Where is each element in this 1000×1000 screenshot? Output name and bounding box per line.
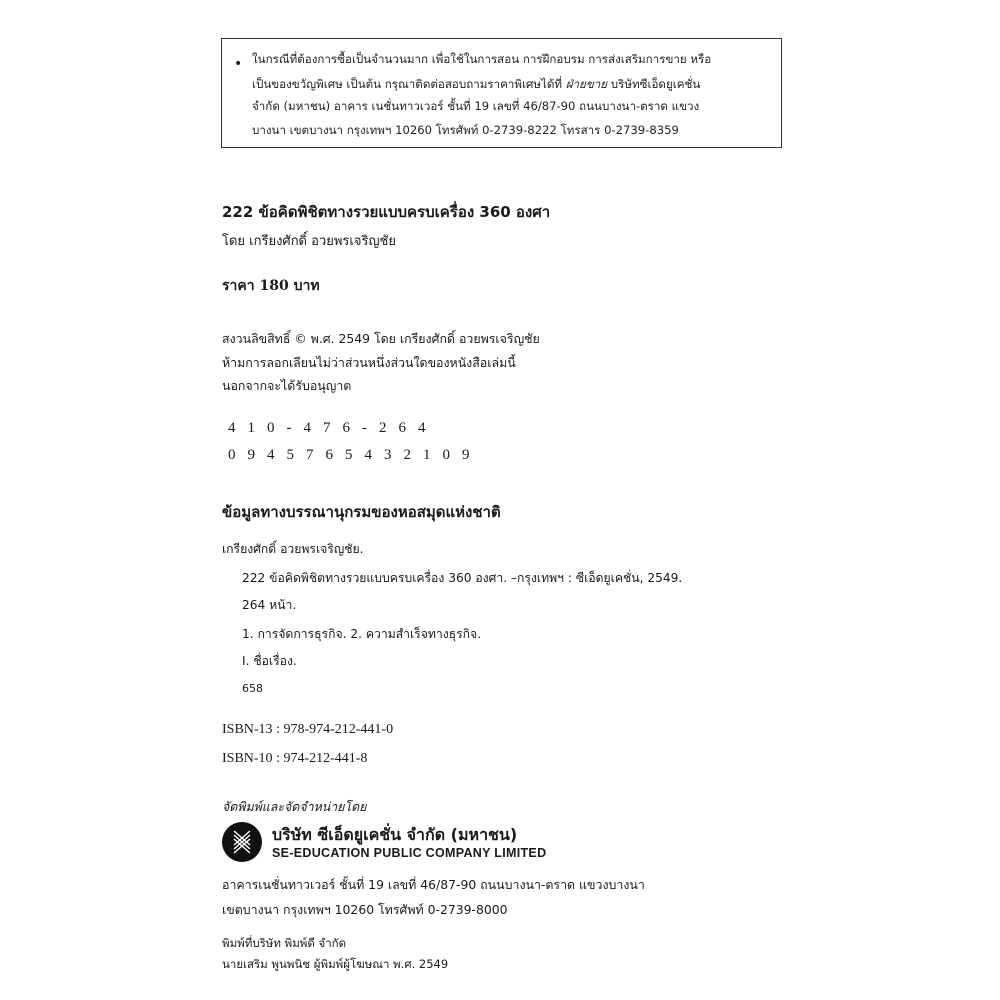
notice-line-2-post: บริษัทซีเอ็ดยูเคชั่น bbox=[607, 77, 701, 91]
notice-line-1: ในกรณีที่ต้องการซื้อเป็นจำนวนมาก เพื่อใช้ในการสอน การฝึกอบรม การส่งเสริมการขาย หรือ bbox=[252, 52, 712, 66]
se-ed-logo-icon bbox=[222, 822, 262, 862]
sales-department-label: ฝ่ายขาย bbox=[565, 77, 608, 91]
catalog-heading: ข้อมูลทางบรรณานุกรมของหอสมุดแห่งชาติ bbox=[222, 503, 501, 521]
print-code-row-2: 0945765432109 bbox=[228, 447, 482, 463]
copyright-line-1: สงวนลิขสิทธิ์ © พ.ศ. 2549 โดย เกรียงศักดิ์ อวยพรเจริญชัย bbox=[222, 331, 540, 346]
book-price: ราคา 180 บาท bbox=[222, 278, 320, 294]
notice-line-3: จำกัด (มหาชน) อาคาร เนชั่นทาวเวอร์ ชั้นที่ 19 เลขที่ 46/87-90 ถนนบางนา-ตราด แขวง bbox=[252, 99, 700, 113]
printer-line-1: พิมพ์ที่บริษัท พิมพ์ดี จำกัด bbox=[222, 936, 347, 950]
book-author: โดย เกรียงศักดิ์ อวยพรเจริญชัย bbox=[222, 234, 396, 249]
isbn-10: ISBN-10 : 974-212-441-8 bbox=[222, 751, 368, 766]
catalog-pages: 264 หน้า. bbox=[242, 598, 297, 612]
bullet-icon: • bbox=[234, 56, 243, 72]
copyright-line-2: ห้ามการลอกเลียนไม่ว่าส่วนหนึ่งส่วนใดของหนังสือเล่มนี้ bbox=[222, 355, 516, 370]
special-order-notice-box bbox=[221, 38, 782, 148]
catalog-class-number: 658 bbox=[242, 682, 263, 695]
catalog-title-entry: I. ชื่อเรื่อง. bbox=[242, 654, 297, 668]
publisher-label: จัดพิมพ์และจัดจำหน่ายโดย bbox=[222, 799, 367, 814]
printer-line-2: นายเสริม พูนพนิช ผู้พิมพ์ผู้โฆษณา พ.ศ. 2549 bbox=[222, 957, 449, 971]
catalog-entry: 222 ข้อคิดพิชิตทางรวยแบบครบเครื่อง 360 องศา. –กรุงเทพฯ : ซีเอ็ดยูเคชั่น, 2549. bbox=[242, 571, 683, 585]
publisher-address-line-1: อาคารเนชั่นทาวเวอร์ ชั้นที่ 19 เลขที่ 46/87-90 ถนนบางนา-ตราด แขวงบางนา bbox=[222, 877, 645, 892]
notice-line-2-pre: เป็นของขวัญพิเศษ เป็นต้น กรุณาติดต่อสอบถามราคาพิเศษได้ที่ bbox=[252, 77, 566, 91]
notice-line-4: บางนา เขตบางนา กรุงเทพฯ 10260 โทรศัพท์ 0-2739-8222 โทรสาร 0-2739-8359 bbox=[252, 123, 679, 137]
book-title: 222 ข้อคิดพิชิตทางรวยแบบครบเครื่อง 360 องศา bbox=[222, 203, 551, 221]
publisher-name-thai: บริษัท ซีเอ็ดยูเคชั่น จำกัด (มหาชน) bbox=[272, 825, 518, 844]
copyright-line-3: นอกจากจะได้รับอนุญาต bbox=[222, 378, 352, 393]
notice-line-2 bbox=[252, 77, 700, 92]
print-code-row-1: 410-476-264 bbox=[228, 420, 438, 436]
publisher-address-line-2: เขตบางนา กรุงเทพฯ 10260 โทรศัพท์ 0-2739-8000 bbox=[222, 902, 508, 917]
catalog-author: เกรียงศักดิ์ อวยพรเจริญชัย. bbox=[222, 542, 364, 556]
publisher-name-english: SE-EDUCATION PUBLIC COMPANY LIMITED bbox=[272, 846, 547, 860]
catalog-subjects: 1. การจัดการธุรกิจ. 2. ความสำเร็จทางธุรกิจ. bbox=[242, 627, 482, 641]
isbn-13: ISBN-13 : 978-974-212-441-0 bbox=[222, 722, 394, 737]
